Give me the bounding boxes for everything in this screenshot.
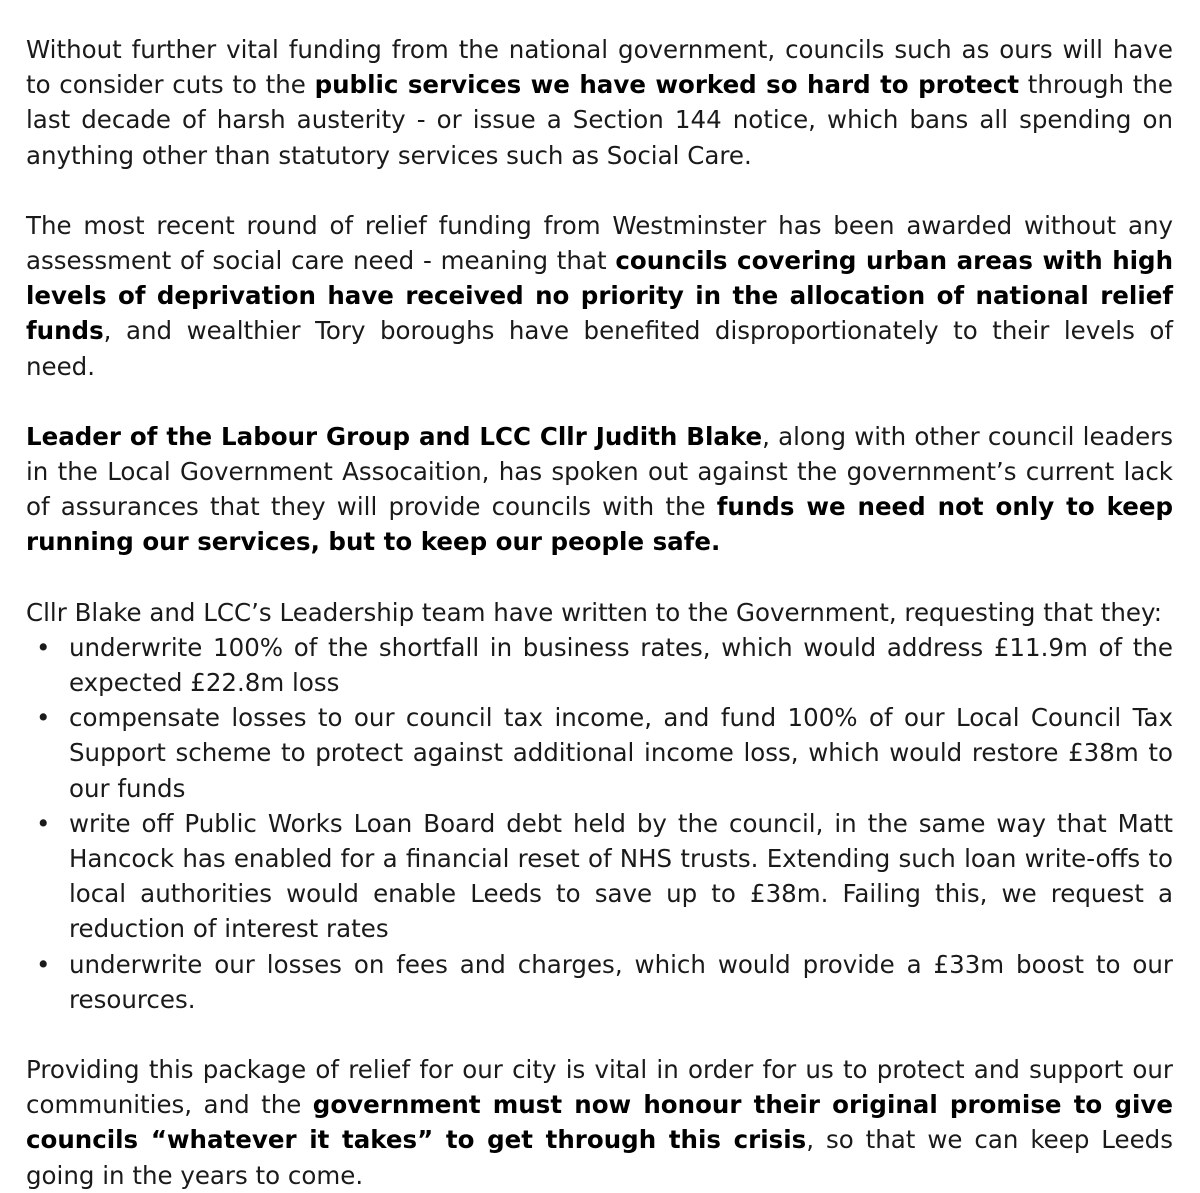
requests-list [26,630,1173,1017]
paragraph-text: through the last decade of harsh austerity - or issue a Section 144 notice, which bans all spending on anything other than statutory services such as Social Care. [26,70,1173,170]
bold-emphasis: public services we have worked so hard to protect [314,70,1020,100]
bullet-icon: • [36,703,51,733]
statement-document [26,32,1173,1193]
paragraph-text: The most recent round of relief funding from Westminster has been awarded without any assessment of social care need - meaning that [26,210,1173,276]
paragraph-text: , and wealthier Tory boroughs have benefited disproportionately to their levels of need. [26,316,1173,381]
paragraph-text: , so that we can keep Leeds going in the years to come. [26,1125,1173,1190]
paragraph-text: Providing this package of relief for our city is vital in order for us to protect and support our communities, and the [26,1055,1173,1120]
list-item-text: compensate losses to our council tax income, and fund 100% of our Local Council Tax Support scheme to protect against additional income loss, which would restore £38m to our funds [69,703,1173,803]
bold-emphasis: councils covering urban areas with high levels of deprivation have received no priority in the allocation of national relief funds [26,246,1174,346]
list-item-text: underwrite our losses on fees and charges, which would provide a £33m boost to our resources. [69,949,1173,1014]
bold-emphasis: Leader of the Labour Group and LCC Cllr Judith Blake [26,421,763,451]
paragraph-conclusion [26,1052,1173,1193]
bullet-icon: • [36,949,51,979]
list-item [26,700,1173,806]
requests-intro: Cllr Blake and LCC’s Leadership team have written to the Government, requesting that they: [26,597,1162,627]
bold-emphasis: government must now honour their original promise to give councils “whatever it takes” to get through this crisis [26,1090,1173,1155]
list-item-text: write off Public Works Loan Board debt held by the council, in the same way that Matt Hancock has enabled for a financial reset of NHS trusts. Extending such loan write-offs to local authorities would enable Leeds to save up to £38m. Failing this, we request a reduction of interest rates [69,808,1173,944]
list-item [26,630,1173,700]
list-item-text: underwrite 100% of the shortfall in business rates, which would address £11.9m of the expected £22.8m loss [69,632,1173,698]
bold-emphasis: funds we need not only to keep running our services, but to keep our people safe. [26,492,1173,557]
paragraph-text: Without further vital funding from the national government, councils such as ours will have to consider cuts to the [26,35,1173,100]
requests-section [26,595,1173,1017]
paragraph-relief-funding [26,208,1173,384]
bullet-icon: • [36,808,51,838]
bullet-icon: • [36,632,51,662]
list-item [26,947,1173,1017]
list-item [26,806,1173,947]
paragraph-leader-statement [26,419,1173,560]
paragraph-text: , along with other council leaders in the Local Government Assocaition, has spoken out against the government’s current lack of assurances that they will provide councils with the [26,421,1173,522]
paragraph-funding-cuts [26,32,1173,173]
